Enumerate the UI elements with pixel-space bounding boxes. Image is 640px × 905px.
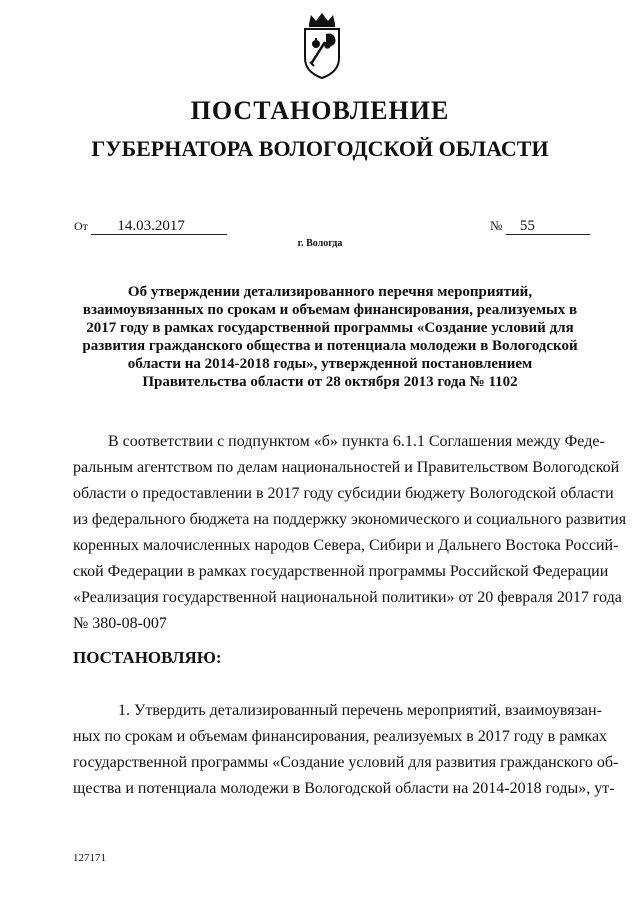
point-1-paragraph [73,698,619,802]
subject-line: Правительства области от 28 октября 2013 года № 1102 [142,374,518,390]
date-value: 14.03.2017 [91,218,227,235]
point-line: государственной программы «Создание условий для развития гражданского об- [73,754,619,771]
document-issuer: ГУБЕРНАТОРА ВОЛОГОДСКОЙ ОБЛАСТИ [91,136,549,161]
preamble-line: ральным агентством по делам национальностей и Правительством Вологодской [73,459,620,476]
subject-line: 2017 году в рамках государственной программы «Создание условий для [86,320,574,336]
preamble-line: № 380-08-007 [73,615,167,632]
point-line: 1. Утвердить детализированный перечень мероприятий, взаимоувязан- [118,702,602,719]
preamble-line: «Реализация государственной национальной политики» от 20 февраля 2017 года [73,589,622,606]
preamble-line: В соответствии с подпунктом «б» пункта 6.1.1 Соглашения между Феде- [108,433,605,450]
date-field [74,218,227,235]
preamble-line: области о предоставлении в 2017 году субсидии бюджету Вологодской области [73,485,614,502]
document-code: 127171 [73,852,106,864]
preamble-paragraph [73,429,627,637]
city-label: г. Вологда [297,238,343,249]
subject-line: взаимоувязанных по срокам и объемам финансирования, реализуемых в [82,302,578,318]
preamble-line: из федерального бюджета на поддержку экономического и социального развития [73,511,627,528]
decree-heading: ПОСТАНОВЛЯЮ: [73,648,222,667]
coat-of-arms-icon [301,12,343,80]
document-title: ПОСТАНОВЛЕНИЕ [190,96,450,125]
date-label: От [74,219,88,233]
point-line: щества и потенциала молодежи в Вологодской области на 2014-2018 годы», ут- [73,780,615,797]
number-value: 55 [506,218,590,235]
document-subject [70,283,590,391]
subject-line: Об утверждении детализированного перечня мероприятий, [127,284,533,300]
number-label: № [490,218,503,233]
subject-line: области на 2014-2018 годы», утвержденной постановлением [127,356,533,372]
point-line: ных по срокам и объемам финансирования, реализуемых в 2017 году в рамках [73,728,608,745]
number-field [490,218,590,235]
preamble-line: ской Федерации в рамках государственной программы Российской Федерации [73,563,609,580]
subject-line: развития гражданского общества и потенциала молодежи в Вологодской [82,338,578,354]
preamble-line: коренных малочисленных народов Севера, Сибири и Дальнего Востока Россий- [73,537,619,554]
